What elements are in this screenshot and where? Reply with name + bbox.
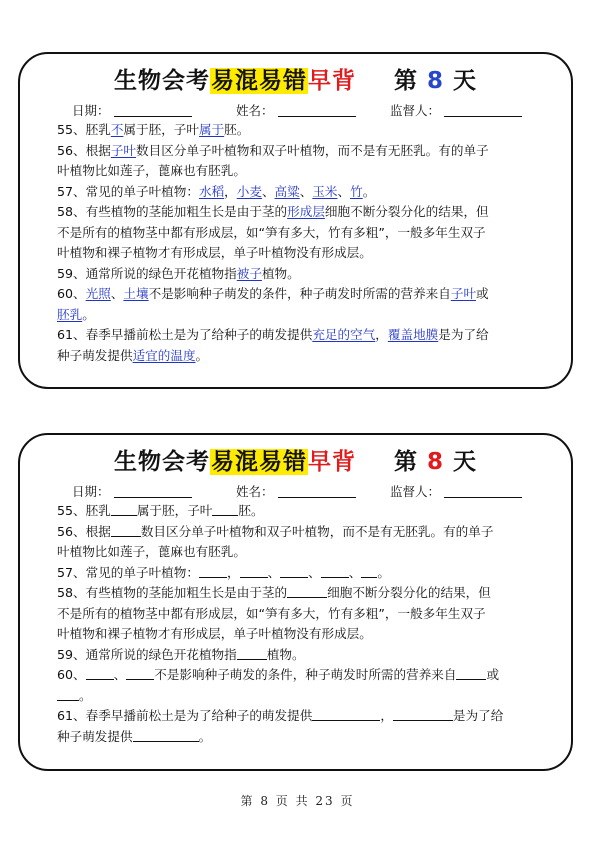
supervisor-line: [444, 103, 522, 117]
fill-blank[interactable]: [312, 708, 380, 721]
text: 55、胚乳: [57, 122, 111, 137]
text: 、: [348, 564, 362, 580]
answer: 胚乳: [57, 306, 83, 322]
fill-blank[interactable]: [456, 667, 486, 680]
text: 或: [476, 286, 489, 301]
day-after: 天: [453, 449, 478, 475]
item-58: [57, 202, 557, 223]
name-label: 姓名：: [236, 103, 274, 118]
answer: 子叶: [450, 286, 477, 301]
text: 胚。: [238, 503, 264, 518]
answer: 形成层: [287, 204, 325, 219]
text: 56、根据: [57, 142, 111, 158]
date-field: [72, 482, 192, 500]
answer-card: [18, 52, 573, 389]
blank-card: [18, 433, 573, 771]
day-label: [394, 68, 477, 94]
text: 是为了给: [452, 708, 504, 723]
name-label: 姓名：: [236, 484, 274, 499]
text: 58、有些植物的茎能加粗生长是由于茎的: [57, 204, 288, 219]
day-number: 8: [426, 449, 444, 475]
item-61: [57, 706, 557, 727]
text: 61、春季早播前松土是为了给种子的萌发提供: [57, 327, 313, 342]
supervisor-line: [444, 484, 522, 498]
supervisor-field: [390, 482, 522, 500]
day-before: 第: [393, 449, 418, 475]
text: 不是影响种子萌发的条件，种子萌发时所需的营养来自: [154, 667, 457, 682]
text: 、: [337, 183, 351, 199]
text: 数目区分单子叶植物和双子叶植物，而不是有无胚乳。有的单子: [140, 523, 494, 539]
date-line: [114, 484, 192, 498]
date-label: 日期：: [72, 484, 110, 499]
text: 细胞不断分裂分化的结果，但: [327, 585, 491, 600]
day-after: 天: [453, 68, 478, 94]
fill-blank[interactable]: [133, 729, 199, 742]
supervisor-field: [390, 101, 522, 119]
answer: 适宜的温度: [132, 347, 196, 363]
item-56-cont: [57, 161, 557, 182]
text: ，: [375, 327, 388, 342]
text: 不是所有的植物茎中都有形成层，如“笋有多大，竹有多粗”，一般多年生双子: [57, 605, 486, 621]
date-line: [114, 103, 192, 117]
item-56: [57, 141, 557, 162]
text: 、: [110, 286, 124, 301]
title-highlight: 易混易错: [210, 449, 307, 475]
title-red: 早背: [307, 449, 356, 475]
fill-blank[interactable]: [199, 565, 227, 578]
answer: 被子: [236, 265, 262, 281]
name-field: [236, 482, 356, 500]
info-fields: [20, 101, 571, 117]
name-field: [236, 101, 356, 119]
date-label: 日期：: [72, 103, 110, 118]
fill-blank[interactable]: [361, 565, 377, 578]
card-title: [20, 62, 571, 95]
title-prefix: 生物会考: [113, 68, 210, 94]
text: 、: [261, 183, 275, 199]
fill-blank[interactable]: [111, 503, 137, 516]
text: 种子萌发提供: [57, 347, 133, 363]
text: 60、: [57, 667, 86, 682]
item-57: [57, 182, 557, 203]
text: 属于胚，子叶: [123, 122, 199, 137]
item-60-cont: [57, 686, 557, 707]
name-line: [278, 484, 356, 498]
blank-content: [57, 501, 557, 747]
text: 。: [377, 564, 390, 580]
answer: 小麦: [236, 183, 262, 199]
answer: 玉米: [312, 183, 338, 199]
item-61-cont: [57, 727, 557, 748]
fill-blank[interactable]: [111, 524, 141, 537]
answer: 不: [110, 122, 124, 137]
fill-blank[interactable]: [86, 667, 114, 680]
text: 56、根据: [57, 523, 111, 539]
text: 叶植物和裸子植物才有形成层，单子叶植物没有形成层。: [57, 626, 372, 641]
supervisor-label: 监督人：: [390, 103, 441, 118]
text: 叶植物和裸子植物才有形成层，单子叶植物没有形成层。: [57, 245, 372, 260]
text: 。: [362, 183, 376, 199]
answer: 水稻: [198, 183, 225, 199]
answer: 充足的空气: [312, 327, 376, 342]
answer: 属于: [198, 122, 225, 137]
text: 属于胚，子叶: [136, 503, 213, 518]
title-prefix: 生物会考: [113, 449, 210, 475]
text: 胚。: [224, 122, 250, 137]
fill-blank[interactable]: [287, 585, 327, 598]
text: 59、通常所说的绿色开花植物指: [57, 265, 237, 281]
text: 57、常见的单子叶植物：: [57, 183, 199, 199]
day-label: [394, 449, 477, 475]
answer: 土壤: [123, 286, 149, 301]
item-61-cont: [57, 346, 557, 367]
text: 。: [198, 728, 212, 744]
item-55: [57, 501, 557, 522]
item-58: [57, 583, 557, 604]
text: 。: [79, 687, 92, 703]
text: 不是影响种子萌发的条件，种子萌发时所需的营养来自: [148, 286, 451, 301]
item-58-cont2: [57, 243, 557, 264]
text: 61、春季早播前松土是为了给种子的萌发提供: [57, 708, 313, 723]
text: ，: [224, 183, 237, 199]
answer: 光照: [85, 286, 111, 301]
answer: 竹: [350, 183, 363, 199]
item-60: [57, 665, 557, 686]
text: 叶植物比如莲子，蓖麻也有胚乳。: [57, 163, 246, 178]
text: 、: [308, 564, 321, 580]
text: 55、胚乳: [57, 503, 111, 518]
text: 植物。: [261, 265, 300, 281]
text: ，: [226, 564, 240, 580]
text: 60、: [57, 286, 86, 301]
text: ，: [380, 708, 393, 723]
answer: 高粱: [274, 183, 300, 199]
fill-blank[interactable]: [237, 647, 267, 660]
text: 或: [486, 667, 500, 682]
item-59: [57, 645, 557, 666]
text: 植物。: [266, 646, 305, 662]
title-red: 早背: [307, 68, 356, 94]
fill-blank[interactable]: [57, 688, 79, 701]
fill-blank[interactable]: [126, 667, 154, 680]
day-before: 第: [393, 68, 418, 94]
info-fields: [20, 482, 571, 498]
text: 58、有些植物的茎能加粗生长是由于茎的: [57, 585, 288, 600]
text: 59、通常所说的绿色开花植物指: [57, 646, 237, 662]
item-58-cont: [57, 223, 557, 244]
item-59: [57, 264, 557, 285]
title-highlight: 易混易错: [210, 68, 307, 94]
text: 、: [299, 183, 313, 199]
date-field: [72, 101, 192, 119]
text: 是为了给: [438, 327, 489, 342]
supervisor-label: 监督人：: [390, 484, 441, 499]
card-title: [20, 443, 571, 476]
day-number: 8: [426, 68, 444, 94]
name-line: [278, 103, 356, 117]
fill-blank[interactable]: [393, 708, 453, 721]
text: 细胞不断分裂分化的结果，但: [324, 204, 489, 219]
fill-blank[interactable]: [280, 565, 308, 578]
text: 。: [195, 347, 209, 363]
text: 、: [113, 667, 127, 682]
item-56: [57, 522, 557, 543]
item-58-cont2: [57, 624, 557, 645]
item-58-cont: [57, 604, 557, 625]
text: 、: [267, 564, 281, 580]
item-60-cont: [57, 305, 557, 326]
text: 不是所有的植物茎中都有形成层，如“笋有多大，竹有多粗”，一般多年生双子: [57, 224, 486, 240]
answer: 子叶: [110, 142, 136, 158]
fill-blank[interactable]: [240, 565, 268, 578]
item-57: [57, 563, 557, 584]
item-60: [57, 284, 557, 305]
item-56-cont: [57, 542, 557, 563]
text: 种子萌发提供: [57, 728, 133, 744]
text: 。: [82, 306, 95, 322]
fill-blank[interactable]: [321, 565, 349, 578]
text: 数目区分单子叶植物和双子叶植物，而不是有无胚乳。有的单子: [136, 142, 489, 158]
text: 57、常见的单子叶植物：: [57, 564, 199, 580]
item-61: [57, 325, 557, 346]
page-footer: 第 8 页 共 23 页: [240, 794, 355, 808]
answer: 覆盖地膜: [387, 327, 439, 342]
item-55: [57, 120, 557, 141]
text: 叶植物比如莲子，蓖麻也有胚乳。: [57, 544, 246, 559]
fill-blank[interactable]: [212, 503, 238, 516]
answer-content: [57, 120, 557, 366]
